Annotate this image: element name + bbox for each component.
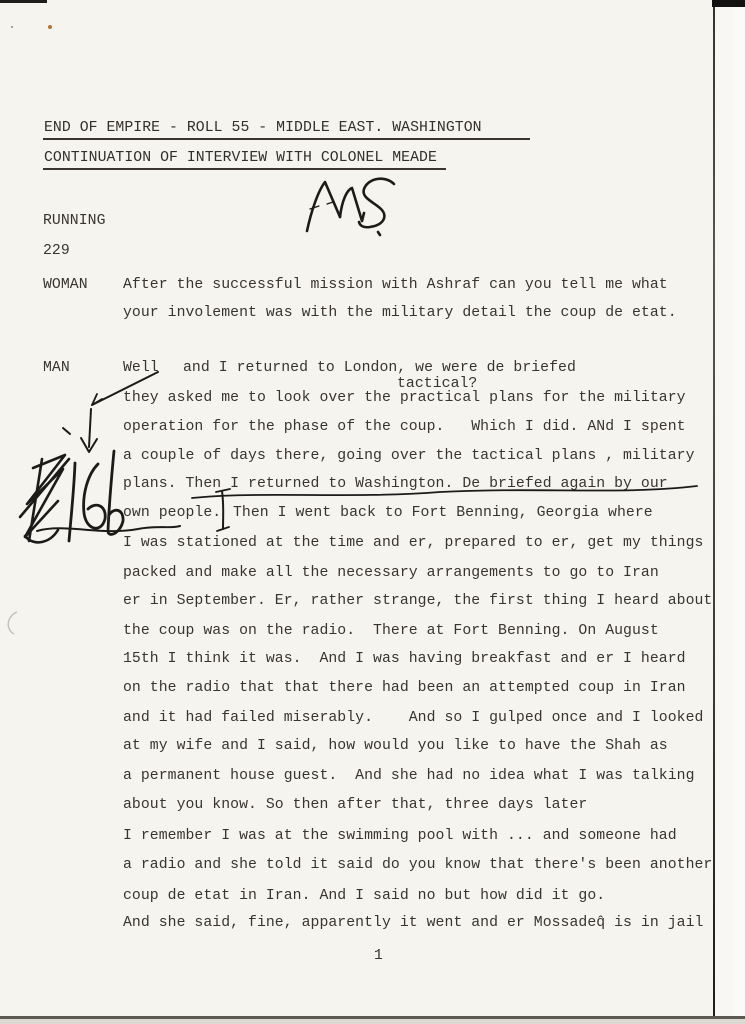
transcript-line: your involement was with the military detail the coup de etat.: [123, 305, 677, 321]
transcript-line: at my wife and I said, how would you like to have the Shah as: [123, 738, 668, 754]
header-subtitle-underline: [43, 168, 446, 170]
transcript-line: the coup was on the radio. There at Fort Benning. On August: [123, 623, 659, 639]
speaker-label: MAN: [43, 360, 70, 376]
transcript-line: And she said, fine, apparently it went and er Mossadeq̂ is in jail: [123, 915, 704, 931]
scan-vertical-edge-line: [713, 0, 715, 1024]
transcript-line: Then I went back to Fort Benning, Georgia where: [233, 505, 653, 521]
transcript-line: a permanent house guest. And she had no idea what I was talking: [123, 768, 695, 784]
paper-speck: [48, 25, 52, 29]
transcript-line: packed and make all the necessary arrangements to go to Iran: [123, 565, 659, 581]
handwritten-initials: [307, 179, 394, 235]
transcript-line: I was stationed at the time and er, prepared to er, get my things: [123, 535, 704, 551]
header-subtitle: CONTINUATION OF INTERVIEW WITH COLONEL MEADE: [44, 150, 437, 166]
margin-code-annotation: [20, 451, 123, 542]
transcript-line: a couple of days there, going over the tactical plans , military: [123, 448, 695, 464]
transcript-line: er in September. Er, rather strange, the first thing I heard about: [123, 593, 713, 609]
transcript-line: and it had failed miserably. And so I gulped once and I looked: [123, 710, 704, 726]
transcript-line: on the radio that that there had been an attempted coup in Iran: [123, 680, 686, 696]
margin-arrow-annotation: [63, 372, 158, 452]
typed-insertion: tactical?: [397, 376, 478, 392]
transcript-line: 15th I think it was. And I was having breakfast and er I heard: [123, 651, 686, 667]
page-number: 1: [374, 948, 383, 964]
speaker-label: WOMAN: [43, 277, 88, 293]
transcript-line: own people.: [123, 505, 222, 521]
transcript-line: and I returned to London, we were de briefed: [183, 360, 576, 376]
scan-bottom-band: [0, 1019, 745, 1024]
transcript-line: they asked me to look over the practical plans for the military: [123, 390, 686, 406]
transcript-line: coup de etat in Iran. And I said no but how did it go.: [123, 888, 606, 904]
transcript-line: about you know. So then after that, three days later: [123, 797, 588, 813]
transcript-line: a radio and she told it said do you know that there's been another: [123, 857, 713, 873]
transcript-line: operation for the phase of the coup. Which I did. ANd I spent: [123, 419, 686, 435]
scan-smudge-mark: [8, 612, 17, 634]
running-label: RUNNING: [43, 213, 106, 229]
insert-bracket-line: [222, 491, 223, 529]
underline-own-people: [37, 526, 180, 531]
scan-right-outer-band: [733, 0, 745, 1024]
scan-top-right-strip: [712, 0, 745, 7]
transcript-line: Well: [123, 360, 159, 376]
scan-top-left-strip: [0, 0, 47, 3]
header-title-underline: [43, 138, 530, 140]
transcript-line: After the successful mission with Ashraf can you tell me what: [123, 277, 668, 293]
header-title: END OF EMPIRE - ROLL 55 - MIDDLE EAST. WASHINGTON: [44, 120, 482, 136]
running-number: 229: [43, 243, 70, 259]
transcript-line: plans. Then I returned to Washington. De briefed again by our: [123, 476, 668, 492]
transcript-line: I remember I was at the swimming pool with ... and someone had: [123, 828, 677, 844]
paper-speck-small: [11, 26, 13, 28]
